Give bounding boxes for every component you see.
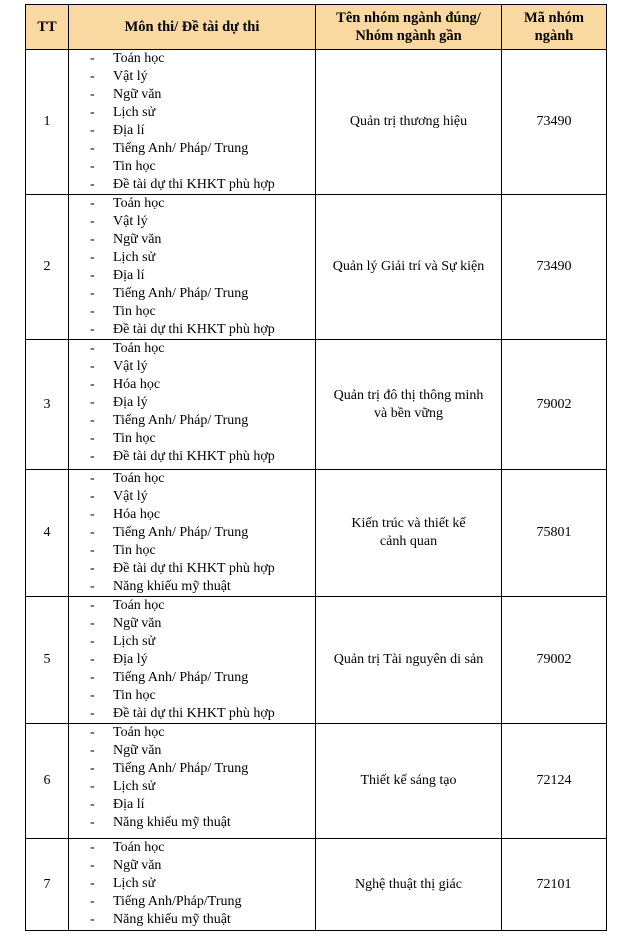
bullet-dash: - (90, 876, 95, 891)
row-number: 3 (26, 340, 69, 470)
bullet-dash: - (90, 507, 95, 522)
group-name-cell (316, 724, 502, 839)
subject-label: Hóa học (113, 377, 161, 392)
subject-label: Tin học (113, 688, 156, 703)
bullet-dash: - (90, 87, 95, 102)
subject-item (90, 195, 315, 213)
group-name-line1: Nghệ thuật thị giác (355, 876, 462, 892)
subject-label: Ngữ văn (113, 616, 162, 631)
subject-item (90, 796, 315, 814)
subject-item (90, 303, 315, 321)
subject-item (90, 231, 315, 249)
subject-label: Lịch sử (113, 634, 156, 649)
subject-label: Địa lý (113, 652, 148, 667)
subject-item (90, 524, 315, 542)
subject-item (90, 542, 315, 560)
subject-label: Địa lí (113, 268, 145, 283)
bullet-dash: - (90, 196, 95, 211)
header-tt: TT (26, 5, 69, 50)
group-name-line1: Quản trị thương hiệu (349, 114, 468, 129)
subject-label: Toán học (113, 196, 165, 211)
subject-list (69, 839, 315, 929)
subject-label: Đề tài dự thi KHKT phù hợp (113, 706, 275, 721)
group-name-cell (316, 195, 502, 340)
group-name-line2: và bền vững (373, 405, 443, 421)
table-row (26, 195, 607, 340)
subject-list (69, 195, 315, 339)
subject-item (90, 68, 315, 86)
bullet-dash: - (90, 413, 95, 428)
bullet-dash: - (90, 688, 95, 703)
bullet-dash: - (90, 395, 95, 410)
subject-label: Tiếng Anh/Pháp/Trung (113, 894, 242, 909)
subject-item (90, 724, 315, 742)
subject-label: Đề tài dự thi KHKT phù hợp (113, 322, 275, 337)
subject-label: Đề tài dự thi KHKT phù hợp (113, 177, 275, 192)
subject-item (90, 158, 315, 176)
table-row (26, 839, 607, 931)
subject-item (90, 394, 315, 412)
subject-item (90, 176, 315, 194)
subject-item (90, 578, 315, 596)
subject-item (90, 140, 315, 158)
header-group-code-line1: Mã nhóm (523, 10, 585, 26)
header-row (26, 5, 607, 50)
subject-item (90, 560, 315, 578)
bullet-dash: - (90, 743, 95, 758)
bullet-dash: - (90, 598, 95, 613)
group-name-line1: Quản trị đô thị thông minh (333, 387, 484, 403)
group-code-cell: 79002 (502, 597, 607, 724)
subject-item (90, 213, 315, 231)
group-code-cell: 72124 (502, 724, 607, 839)
row-number: 6 (26, 724, 69, 839)
header-subjects: Môn thi/ Đề tài dự thi (69, 5, 316, 50)
subject-label: Địa lí (113, 123, 145, 138)
subject-label: Lịch sử (113, 779, 156, 794)
subject-item (90, 760, 315, 778)
subjects-cell (69, 195, 316, 340)
subject-label: Toán học (113, 341, 165, 356)
bullet-dash: - (90, 652, 95, 667)
subject-item (90, 778, 315, 796)
subject-list (69, 340, 315, 466)
header-group-code (502, 5, 607, 50)
subject-label: Ngữ văn (113, 743, 162, 758)
bullet-dash: - (90, 359, 95, 374)
subjects-cell (69, 724, 316, 839)
bullet-dash: - (90, 177, 95, 192)
bullet-dash: - (90, 670, 95, 685)
bullet-dash: - (90, 471, 95, 486)
subject-item (90, 506, 315, 524)
subject-item (90, 875, 315, 893)
subject-label: Ngữ văn (113, 232, 162, 247)
subject-item (90, 669, 315, 687)
subject-label: Vật lý (113, 214, 148, 229)
subject-item (90, 86, 315, 104)
subject-item (90, 50, 315, 68)
subject-label: Tin học (113, 431, 156, 446)
row-number: 1 (26, 50, 69, 195)
subject-item (90, 705, 315, 723)
subject-label: Vật lý (113, 489, 148, 504)
subject-label: Lịch sử (113, 876, 156, 891)
group-code-cell: 73490 (502, 50, 607, 195)
row-number: 2 (26, 195, 69, 340)
subject-item (90, 911, 315, 929)
bullet-dash: - (90, 797, 95, 812)
group-name-line1: Kiến trúc và thiết kế (351, 516, 466, 531)
bullet-dash: - (90, 840, 95, 855)
subject-label: Vật lý (113, 69, 148, 84)
subject-item (90, 615, 315, 633)
subjects-cell (69, 340, 316, 470)
subjects-cell (69, 839, 316, 931)
bullet-dash: - (90, 159, 95, 174)
subject-label: Tin học (113, 304, 156, 319)
table-row (26, 50, 607, 195)
subject-label: Toán học (113, 598, 165, 613)
subject-item (90, 430, 315, 448)
subject-item (90, 857, 315, 875)
subject-label: Địa lí (113, 797, 145, 812)
bullet-dash: - (90, 304, 95, 319)
subject-label: Tin học (113, 159, 156, 174)
bullet-dash: - (90, 69, 95, 84)
table-body (26, 50, 607, 931)
bullet-dash: - (90, 449, 95, 464)
subject-label: Toán học (113, 840, 165, 855)
subject-item (90, 122, 315, 140)
subject-list (69, 50, 315, 194)
subject-item (90, 376, 315, 394)
row-number: 4 (26, 470, 69, 597)
subject-item (90, 597, 315, 615)
table-row (26, 340, 607, 470)
row-number: 7 (26, 839, 69, 931)
subject-item (90, 814, 315, 832)
group-name-cell (316, 470, 502, 597)
bullet-dash: - (90, 322, 95, 337)
group-name-cell (316, 50, 502, 195)
bullet-dash: - (90, 616, 95, 631)
subject-label: Năng khiếu mỹ thuật (113, 579, 231, 594)
group-name-cell (316, 597, 502, 724)
bullet-dash: - (90, 232, 95, 247)
group-name-cell (316, 839, 502, 931)
subject-label: Tiếng Anh/ Pháp/ Trung (113, 413, 249, 428)
subject-item (90, 412, 315, 430)
bullet-dash: - (90, 579, 95, 594)
subject-label: Toán học (113, 725, 165, 740)
bullet-dash: - (90, 431, 95, 446)
subject-list (69, 470, 315, 596)
bullet-dash: - (90, 725, 95, 740)
header-group-name-line1: Tên nhóm ngành đúng/ (336, 10, 481, 26)
subject-label: Năng khiếu mỹ thuật (113, 912, 231, 927)
subject-label: Hóa học (113, 507, 161, 522)
subject-label: Lịch sử (113, 105, 156, 120)
bullet-dash: - (90, 858, 95, 873)
subject-item (90, 104, 315, 122)
subject-label: Địa lý (113, 395, 148, 410)
table-header (26, 5, 607, 50)
subject-label: Tin học (113, 543, 156, 558)
bullet-dash: - (90, 634, 95, 649)
subject-label: Đề tài dự thi KHKT phù hợp (113, 449, 275, 464)
subject-item (90, 358, 315, 376)
subject-label: Tiếng Anh/ Pháp/ Trung (113, 141, 249, 156)
subject-label: Tiếng Anh/ Pháp/ Trung (113, 761, 249, 776)
major-groups-table (25, 4, 607, 931)
subject-item (90, 448, 315, 466)
group-name-line1: Quản trị Tài nguyên di sản (333, 652, 484, 667)
subject-item (90, 893, 315, 911)
group-code-cell: 72101 (502, 839, 607, 931)
subjects-cell (69, 597, 316, 724)
subject-item (90, 267, 315, 285)
table-row (26, 597, 607, 724)
group-name-line1: Thiết kế sáng tạo (360, 773, 457, 788)
subjects-cell (69, 50, 316, 195)
bullet-dash: - (90, 525, 95, 540)
subject-label: Toán học (113, 471, 165, 486)
bullet-dash: - (90, 268, 95, 283)
subject-label: Đề tài dự thi KHKT phù hợp (113, 561, 275, 576)
group-code-cell: 79002 (502, 340, 607, 470)
bullet-dash: - (90, 815, 95, 830)
subjects-cell (69, 470, 316, 597)
subject-item (90, 687, 315, 705)
bullet-dash: - (90, 489, 95, 504)
subject-label: Tiếng Anh/ Pháp/ Trung (113, 286, 249, 301)
table-row (26, 470, 607, 597)
bullet-dash: - (90, 561, 95, 576)
group-name-line2: cảnh quan (379, 534, 438, 549)
subject-list (69, 597, 315, 723)
bullet-dash: - (90, 894, 95, 909)
bullet-dash: - (90, 706, 95, 721)
table-row (26, 724, 607, 839)
subject-label: Năng khiếu mỹ thuật (113, 815, 231, 830)
header-group-name (316, 5, 502, 50)
group-code-cell: 73490 (502, 195, 607, 340)
subject-item (90, 470, 315, 488)
subject-item (90, 488, 315, 506)
subject-label: Ngữ văn (113, 87, 162, 102)
group-name-cell (316, 340, 502, 470)
subject-item (90, 321, 315, 339)
subject-item (90, 839, 315, 857)
bullet-dash: - (90, 123, 95, 138)
header-group-name-line2: Nhóm ngành gần (355, 28, 462, 44)
group-code-cell: 75801 (502, 470, 607, 597)
subject-item (90, 651, 315, 669)
row-number: 5 (26, 597, 69, 724)
subject-item (90, 285, 315, 303)
subject-label: Tiếng Anh/ Pháp/ Trung (113, 525, 249, 540)
header-group-code-line2: ngành (534, 28, 574, 44)
bullet-dash: - (90, 377, 95, 392)
subject-label: Toán học (113, 51, 165, 66)
subject-label: Vật lý (113, 359, 148, 374)
bullet-dash: - (90, 341, 95, 356)
subject-item (90, 249, 315, 267)
bullet-dash: - (90, 912, 95, 927)
bullet-dash: - (90, 250, 95, 265)
subject-label: Ngữ văn (113, 858, 162, 873)
bullet-dash: - (90, 286, 95, 301)
subject-item (90, 340, 315, 358)
subject-label: Lịch sử (113, 250, 156, 265)
subject-item (90, 633, 315, 651)
subject-item (90, 742, 315, 760)
bullet-dash: - (90, 214, 95, 229)
bullet-dash: - (90, 141, 95, 156)
bullet-dash: - (90, 761, 95, 776)
bullet-dash: - (90, 51, 95, 66)
bullet-dash: - (90, 543, 95, 558)
subject-list (69, 724, 315, 832)
bullet-dash: - (90, 105, 95, 120)
subject-label: Tiếng Anh/ Pháp/ Trung (113, 670, 249, 685)
group-name-line1: Quản lý Giải trí và Sự kiện (332, 259, 485, 274)
bullet-dash: - (90, 779, 95, 794)
